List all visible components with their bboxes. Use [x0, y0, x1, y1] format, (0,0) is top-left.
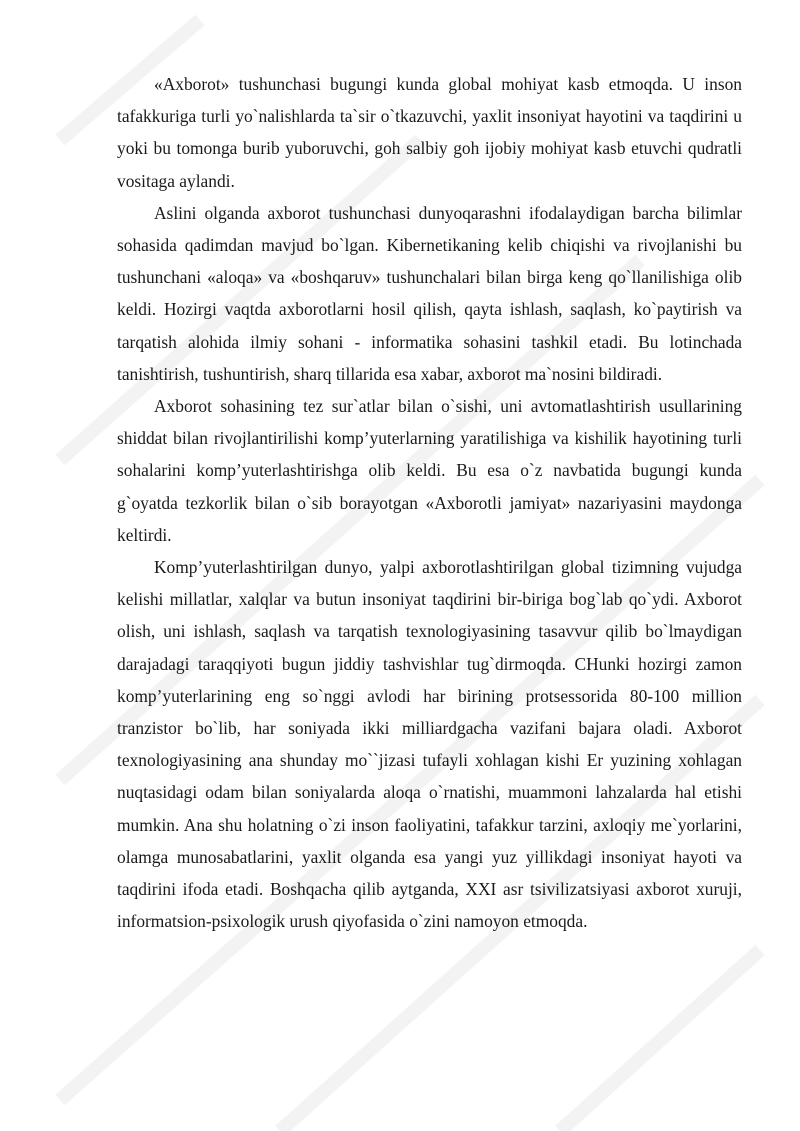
paragraph-aslini-olganda: Aslini olganda axborot tushunchasi dunyoqarashni ifodalaydigan barcha bilimlar sohasida qadimdan mavjud bo`lgan. Kibernetikaning kelib chiqishi va rivojlanishi bu tushunchani «aloqa» va «boshqaruv» tushunchalari bilan birga keng qo`llanilishiga olib keldi. Hozirgi vaqtda axborotlarni hosil qilish, qayta ishlash, saqlash, ko`paytirish va tarqatish alohida ilmiy sohani - informatika sohasini tashkil etadi. Bu lotinchada tanishtirish, tushuntirish, sharq tillarida esa xabar, axborot ma`nosini bildiradi. [117, 202, 742, 384]
paragraph-axborot-tushunchasi: «Axborot» tushunchasi bugungi kunda global mohiyat kasb etmoqda. U inson tafakkuriga turli yo`nalishlarda ta`sir o`tkazuvchi, yaxlit insoniyat hayotini va taqdirini u yoki bu tomonga burib yuboruvchi, goh salbiy goh ijobiy mohiyat kasb etuvchi qudratli vositaga aylandi. [117, 74, 742, 191]
paragraph-kompyuterlashtirilgan-dunyo: Komp’yuterlashtirilgan dunyo, yalpi axborotlashtirilgan global tizimning vujudga kelishi millatlar, xalqlar va butun insoniyat taqdirini bir-biriga bog`lab qo`ydi. Axborot olish, uni ishlash, saqlash va tarqatish texnologiyasining tasavvur qilib bo`lmaydigan darajadagi taraqqiyoti bugun jiddiy tashvishlar tug`dirmoqda. CHunki hozirgi zamon komp’yuterlarining eng so`nggi avlodi har birining protsessorida 80-100 million tranzistor bo`lib, har soniyada ikki milliardgacha vazifani bajara oladi. Axborot texnologiyasining ana shunday mo``jizasi tufayli xohlagan kishi Er yuzining xohlagan nuqtasidagi odam bilan soniyalarda aloqa o`rnatishi, muammoni lahzalarda hal etishi mumkin. Ana shu holatning o`zi inson faoliyatini, tafakkur tarzini, axloqiy me`yorlarini, olamga munosabatlarini, yaxlit olganda esa yangi yuz yillikdagi insoniyat hayoti va taqdirini ifoda etadi. Boshqacha qilib aytganda, XXI asr tsivilizatsiyasi axborot xuruji, informatsion-psixologik urush qiyofasida o`zini namoyon etmoqda. [117, 557, 742, 932]
document-body [117, 68, 742, 937]
paragraph-axborot-sohasining: Axborot sohasining tez sur`atlar bilan o`sishi, uni avtomatlashtirish usullarining shiddat bilan rivojlantirilishi komp’yuterlarning yaratilishiga va kishilik hayotining turli sohalarini komp’yuterlashtirishga olib keldi. Bu esa o`z navbatida bugungi kunda g`oyatda tezkorlik bilan o`sib borayotgan «Axborotli jamiyat» nazariyasini maydonga keltirdi. [117, 396, 742, 545]
